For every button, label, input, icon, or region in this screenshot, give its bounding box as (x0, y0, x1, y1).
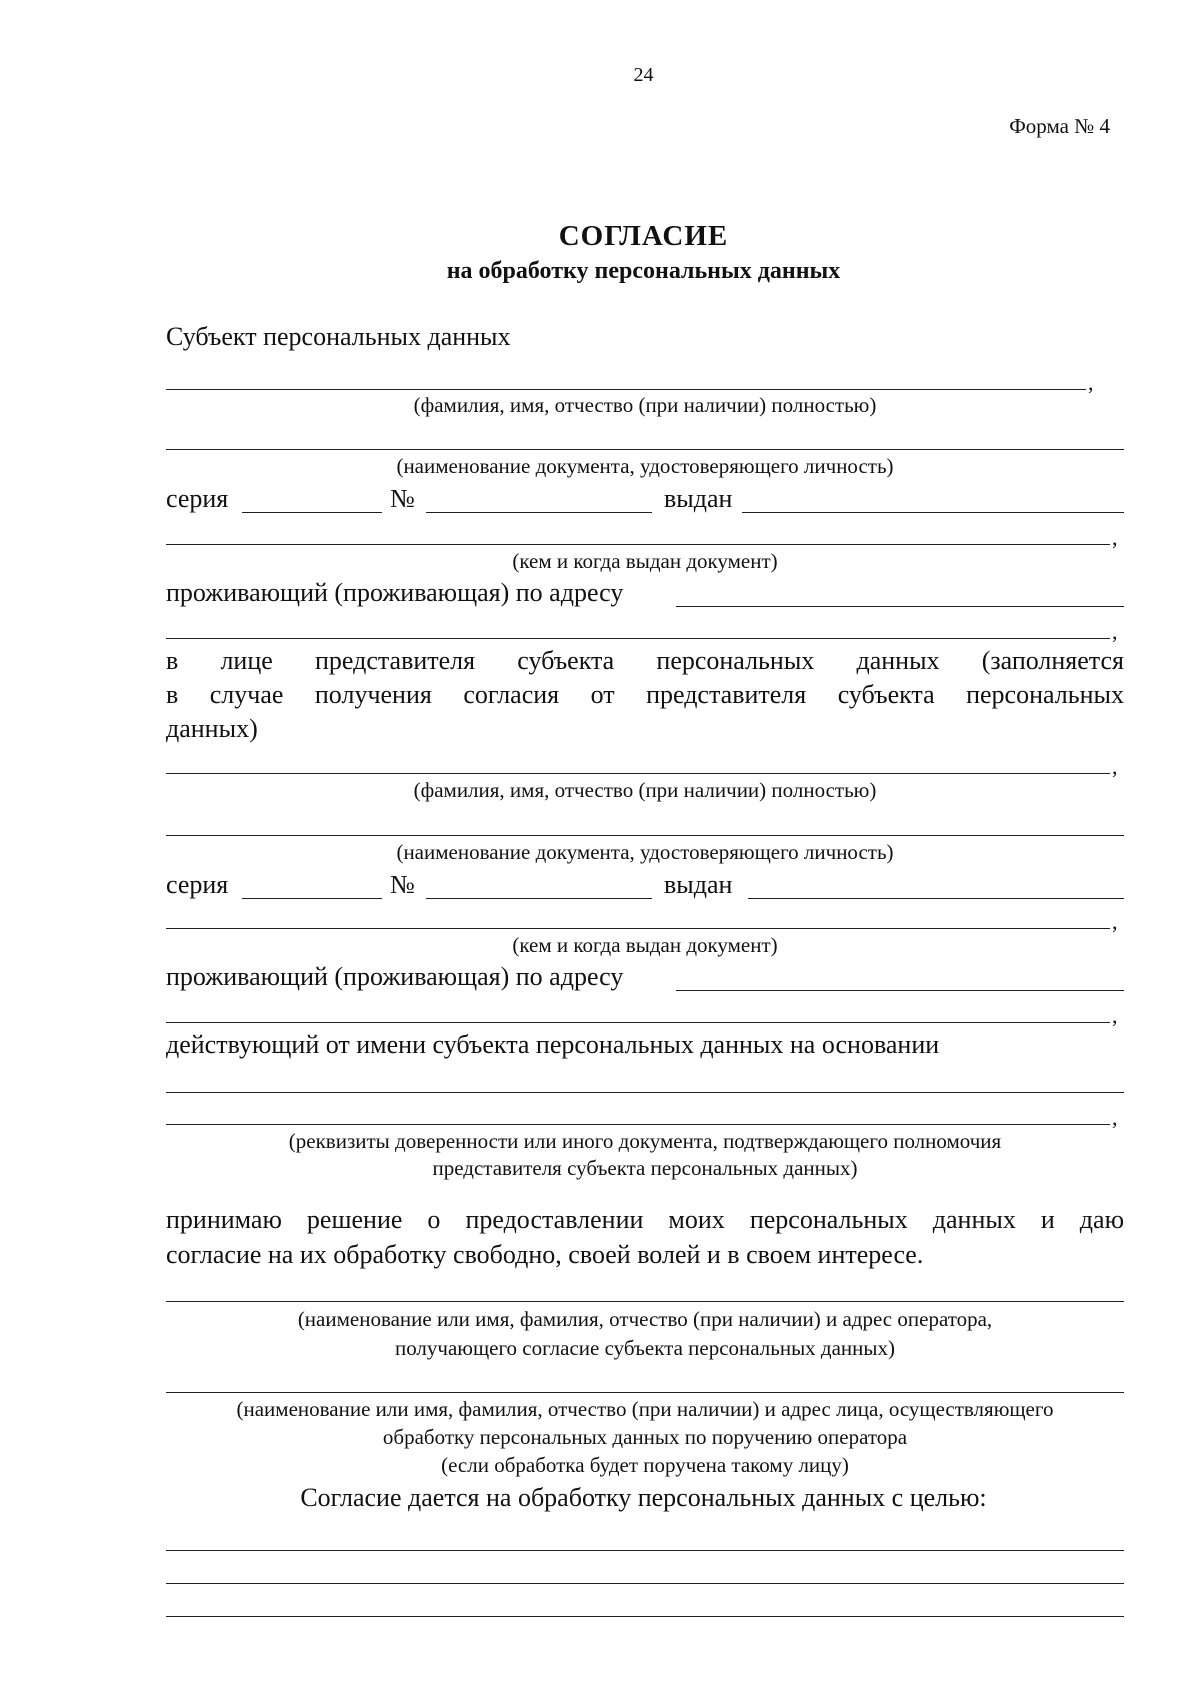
subject-id-doc-line[interactable] (166, 449, 1124, 450)
residing-label: проживающий (проживающая) по адресу (166, 962, 624, 991)
purpose-text: Согласие дается на обработку персональных данных с целью: (300, 1483, 987, 1512)
representative-text-line-2: в случае получения согласия от представителя субъекта персональных (166, 680, 1124, 709)
purpose-line-3[interactable] (166, 1616, 1124, 1617)
number-label: № (390, 484, 415, 513)
rep-address-field[interactable] (676, 990, 1124, 991)
comma-mark: , (1112, 619, 1118, 644)
purpose-line-1[interactable] (166, 1550, 1124, 1551)
caption-fio: (фамилия, имя, отчество (при наличии) полностью) (413, 778, 877, 802)
caption-processor-line-3: (если обработка будет поручена такому лицу) (441, 1453, 849, 1477)
subject-label: Субъект персональных данных (166, 322, 511, 351)
caption-id-doc: (наименование документа, удостоверяющего личность) (396, 840, 894, 864)
comma-mark: , (1112, 754, 1118, 779)
series-label: серия (166, 484, 229, 513)
acting-text: действующий от имени субъекта персональных данных на основании (166, 1030, 940, 1059)
caption-id-doc: (наименование документа, удостоверяющего личность) (396, 454, 894, 478)
caption-poa-line-1: (реквизиты доверенности или иного документа, подтверждающего полномочия (288, 1129, 1002, 1153)
subject-address-field[interactable] (676, 606, 1124, 607)
caption-poa-line-2: представителя субъекта персональных данных) (432, 1156, 858, 1180)
decision-text-line-2: согласие на их обработку свободно, своей волей и в своем интересе. (166, 1240, 924, 1269)
comma-mark: , (1112, 909, 1118, 934)
representative-text-line-1: в лице представителя субъекта персональных данных (заполняется (166, 646, 1124, 675)
subject-issued-by-line[interactable] (166, 544, 1110, 545)
rep-number-field[interactable] (426, 898, 652, 899)
representative-text-line-3: данных) (166, 714, 258, 743)
processor-line[interactable] (166, 1392, 1124, 1393)
caption-issued-by: (кем и когда выдан документ) (512, 549, 778, 573)
subject-series-field[interactable] (242, 512, 382, 513)
caption-operator-line-1: (наименование или имя, фамилия, отчество (при наличии) и адрес оператора, (297, 1307, 993, 1331)
issued-label: выдан (664, 870, 733, 899)
caption-processor-line-2: обработку персональных данных по поручению оператора (382, 1425, 908, 1449)
caption-issued-by: (кем и когда выдан документ) (512, 933, 778, 957)
rep-id-doc-line[interactable] (166, 835, 1124, 836)
comma-mark: , (1088, 370, 1094, 395)
purpose-line-2[interactable] (166, 1583, 1124, 1584)
operator-line[interactable] (166, 1301, 1124, 1302)
poa-line-1[interactable] (166, 1092, 1124, 1093)
number-label: № (390, 870, 415, 899)
poa-line-2[interactable] (166, 1124, 1110, 1125)
decision-text-line-1: принимаю решение о предоставлении моих персональных данных и даю (166, 1205, 1124, 1234)
subject-address-line-2[interactable] (166, 638, 1110, 639)
subject-issued-field[interactable] (742, 512, 1124, 513)
issued-label: выдан (664, 484, 733, 513)
comma-mark: , (1112, 1105, 1118, 1130)
rep-issued-by-line[interactable] (166, 928, 1110, 929)
caption-fio: (фамилия, имя, отчество (при наличии) полностью) (413, 393, 877, 417)
comma-mark: , (1112, 525, 1118, 550)
caption-processor-line-1: (наименование или имя, фамилия, отчество (при наличии) и адрес лица, осуществляющего (236, 1397, 1054, 1421)
caption-operator-line-2: получающего согласие субъекта персональных данных) (394, 1336, 896, 1360)
comma-mark: , (1112, 1003, 1118, 1028)
page-number: 24 (633, 64, 654, 86)
rep-address-line-2[interactable] (166, 1022, 1110, 1023)
document-title: СОГЛАСИЕ (558, 220, 729, 252)
form-number: Форма № 4 (1009, 114, 1110, 138)
rep-series-field[interactable] (242, 898, 382, 899)
document-subtitle: на обработку персональных данных (446, 258, 841, 284)
series-label: серия (166, 870, 229, 899)
subject-fio-line[interactable] (166, 389, 1086, 390)
rep-issued-field[interactable] (748, 898, 1124, 899)
residing-label: проживающий (проживающая) по адресу (166, 578, 624, 607)
subject-number-field[interactable] (426, 512, 652, 513)
rep-fio-line[interactable] (166, 773, 1110, 774)
